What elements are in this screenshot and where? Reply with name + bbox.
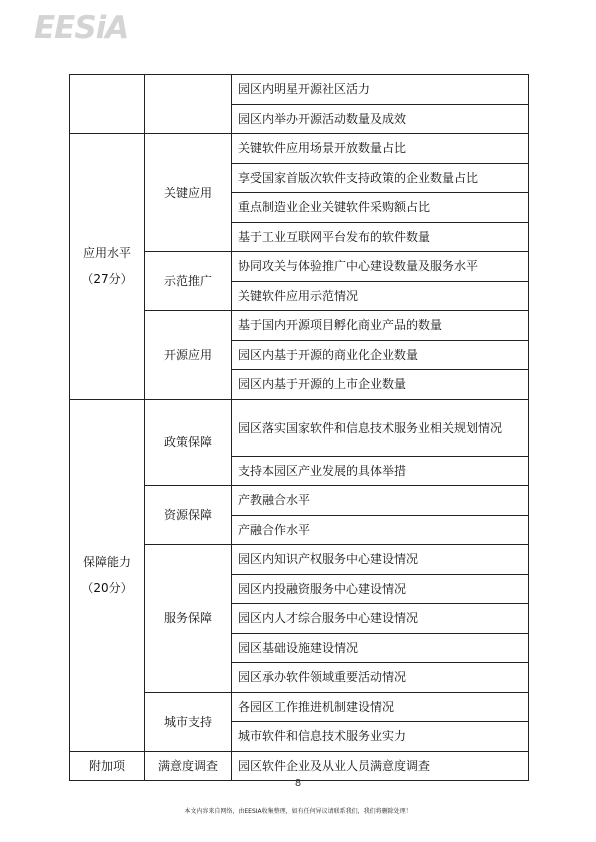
subcategory-cell: 服务保障: [145, 545, 232, 693]
indicator-item: 产教融合水平: [232, 486, 529, 516]
subcategory-cell: 关键应用: [145, 134, 232, 252]
category-extra: 附加项: [70, 751, 145, 781]
indicator-item: 协同攻关与体验推广中心建设数量及服务水平: [232, 252, 529, 282]
indicator-item: 关键软件应用场景开放数量占比: [232, 134, 529, 164]
footer-disclaimer: 本文内容来自网络，由EESIA收集整理，如有任何异议请联系我们，我们将删除处理！: [184, 808, 412, 815]
indicator-item: 城市软件和信息技术服务业实力: [232, 722, 529, 752]
category-support: [70, 399, 145, 751]
page-number: 8: [294, 778, 302, 789]
indicator-item: 产融合作水平: [232, 515, 529, 545]
indicator-item: 重点制造业企业关键软件采购额占比: [232, 193, 529, 223]
indicator-item: 基于工业互联网平台发布的软件数量: [232, 222, 529, 252]
category-app-level: [70, 134, 145, 400]
indicator-item: 园区内举办开源活动数量及成效: [232, 104, 529, 134]
table-row: [70, 134, 529, 164]
indicator-item: 园区内基于开源的上市企业数量: [232, 370, 529, 400]
subcategory-cell: 开源应用: [145, 311, 232, 400]
empty-category-cell: [70, 75, 145, 134]
table-row: [70, 399, 529, 456]
indicator-item: 园区内投融资服务中心建设情况: [232, 574, 529, 604]
category-score: （20分）: [81, 581, 133, 595]
evaluation-table: [69, 74, 529, 781]
indicator-item: 园区内人才综合服务中心建设情况: [232, 604, 529, 634]
category-score: （27分）: [81, 272, 133, 287]
table-row: [70, 75, 529, 105]
indicator-item: 园区内知识产权服务中心建设情况: [232, 545, 529, 575]
indicator-item: 园区基础设施建设情况: [232, 633, 529, 663]
indicator-item: 支持本园区产业发展的具体举措: [232, 456, 529, 486]
indicator-item: 园区内明星开源社区活力: [232, 75, 529, 105]
empty-subcategory-cell: [145, 75, 232, 134]
indicator-item: 园区软件企业及从业人员满意度调查: [232, 751, 529, 781]
indicator-item: 园区内基于开源的商业化企业数量: [232, 340, 529, 370]
table-row: [70, 751, 529, 781]
subcategory-cell: 政策保障: [145, 399, 232, 486]
indicator-item: 关键软件应用示范情况: [232, 281, 529, 311]
indicator-item: 基于国内开源项目孵化商业产品的数量: [232, 311, 529, 341]
indicator-item: 园区承办软件领域重要活动情况: [232, 663, 529, 693]
indicator-item: 享受国家首版次软件支持政策的企业数量占比: [232, 163, 529, 193]
subcategory-cell: 城市支持: [145, 692, 232, 751]
indicator-item: 园区落实国家软件和信息技术服务业相关规划情况: [232, 399, 529, 456]
eesia-logo: EESiA: [34, 10, 129, 46]
category-name: 保障能力: [82, 555, 131, 569]
subcategory-cell: 满意度调查: [145, 751, 232, 781]
subcategory-cell: 示范推广: [145, 252, 232, 311]
indicator-item: 各园区工作推进机制建设情况: [232, 692, 529, 722]
subcategory-cell: 资源保障: [145, 486, 232, 545]
category-name: 应用水平: [82, 246, 131, 261]
